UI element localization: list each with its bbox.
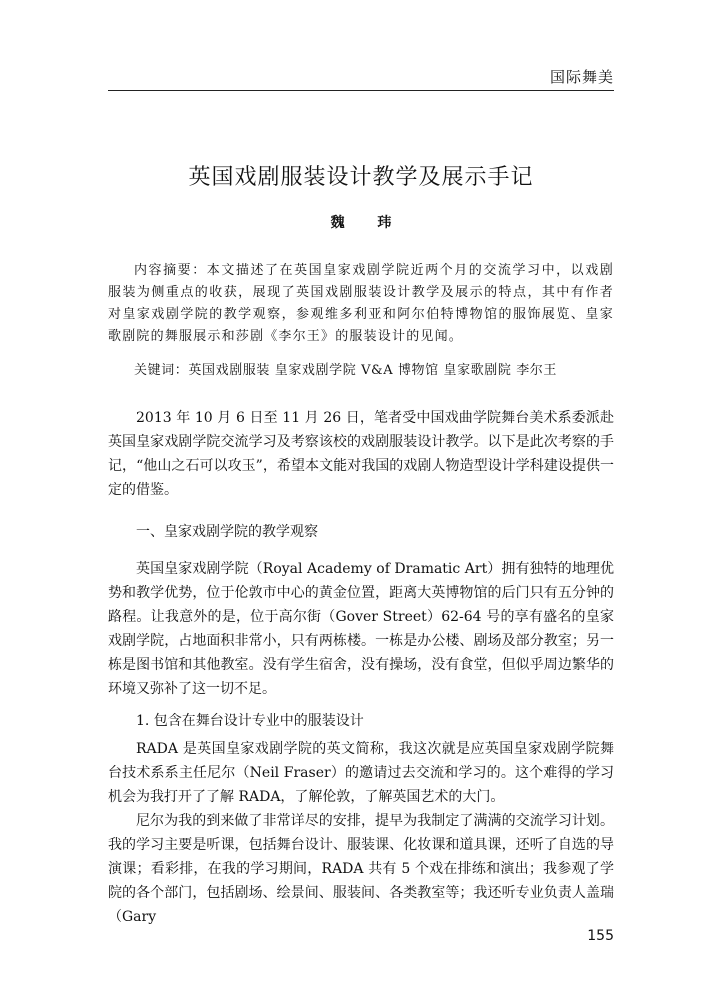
subsection-1-paragraph-2: 尼尔为我的到来做了非常详尽的安排，提早为我制定了满满的交流学习计划。我的学习主要是听课，包括舞台设计、服装课、化妆课和道具课，还听了自选的导演课；看彩排，在我的学习期间，RADA 共有 5 个戏在排练和演出；我参观了学院的各个部门，包括剧场、绘景间、服装间、各类教室等；我还听专业负责人盖瑞（Gary	[108, 813, 614, 925]
section-1-body	[108, 557, 614, 701]
article-author: 魏 玮	[330, 215, 406, 231]
subsection-heading-1: 1. 包含在舞台设计专业中的服装设计	[136, 713, 364, 729]
article-title: 英国戏剧服装设计教学及展示手记	[188, 165, 534, 190]
header-divider	[108, 90, 614, 91]
intro-section	[108, 406, 614, 502]
intro-paragraph: 2013 年 10 月 6 日至 11 月 26 日，笔者受中国戏曲学院舞台美术系委派赴英国皇家戏剧学院交流学习及考察该校的戏剧服装设计教学。以下是此次考察的手记，“他山之石可以攻玉”，希望本文能对我国的戏剧人物造型设计学科建设提供一定的借鉴。	[108, 410, 614, 498]
journal-section-label: 国际舞美	[549, 68, 614, 86]
subsection-1-paragraph-1: RADA 是英国皇家戏剧学院的英文简称，我这次就是应英国皇家戏剧学院舞台技术系系主任尼尔（Neil Fraser）的邀请过去交流和学习的。这个难得的学习机会为我打开了了解 RADA，了解伦敦，了解英国艺术的大门。	[108, 741, 614, 805]
page-number: 155	[587, 928, 614, 944]
subsection-1-body	[108, 737, 614, 929]
keywords: 关键词：英国戏剧服装 皇家戏剧学院 V&A 博物馆 皇家歌剧院 李尔王	[134, 363, 558, 378]
section-1-paragraph-1: 英国皇家戏剧学院（Royal Academy of Dramatic Art）拥有独特的地理优势和教学优势，位于伦敦市中心的黄金位置，距离大英博物馆的后门只有五分钟的路程。让我意外的是，位于高尔街（Gover Street）62-64 号的享有盛名的皇家戏剧学院，占地面积非常小，只有两栋楼。一栋是办公楼、剧场及部分教室；另一栋是图书馆和其他教室。没有学生宿舍，没有操场，没有食堂，但似乎周边繁华的环境又弥补了这一切不足。	[108, 561, 614, 697]
section-heading-1: 一、皇家戏剧学院的教学观察	[136, 524, 318, 540]
abstract: 内容摘要：本文描述了在英国皇家戏剧学院近两个月的交流学习中，以戏剧服装为侧重点的收获，展现了英国戏剧服装设计教学及展示的特点，其中有作者对皇家戏剧学院的教学观察，参观维多利亚和阿尔伯特博物馆的服饰展览、皇家歌剧院的舞服展示和莎剧《李尔王》的服装设计的见闻。	[108, 263, 614, 344]
